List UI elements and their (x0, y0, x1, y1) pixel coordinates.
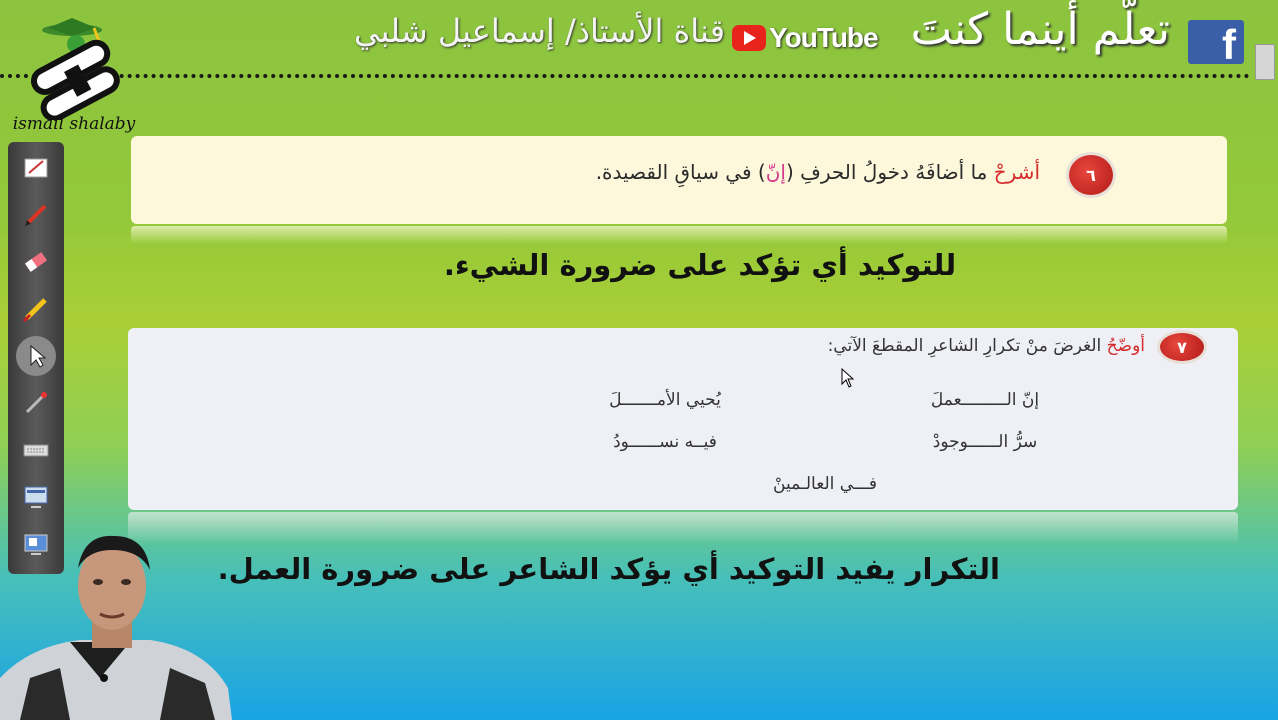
channel-name: قناة الأستاذ/ إسماعيل شلبي (353, 12, 725, 50)
question-7-number-badge: ٧ (1157, 330, 1207, 364)
facebook-icon: f (1188, 20, 1244, 64)
question-6-text-before: ما أضافَهُ دخولُ الحرفِ ( (785, 160, 994, 184)
laser-pen-icon (21, 388, 51, 418)
screen-capture-tool-button[interactable] (16, 477, 56, 517)
whiteboard-tool-button[interactable] (16, 148, 56, 188)
question-6-highlight: إنّ (765, 160, 786, 184)
question-6-number-badge: ٦ (1066, 152, 1116, 198)
poem-line-1-left: يُحيي الأمـــــــلَ (609, 390, 721, 410)
question-7-text (600, 336, 1145, 366)
question-6-text (420, 160, 1040, 194)
pen-tool-button[interactable] (16, 195, 56, 235)
pointer-icon (21, 341, 51, 371)
pen-icon (21, 200, 51, 230)
keyboard-icon (21, 435, 51, 465)
panel-toggle-button[interactable] (1255, 44, 1275, 80)
whiteboard-icon (21, 153, 51, 183)
logo-emblem-icon (10, 8, 138, 120)
mouse-cursor-icon (841, 368, 855, 388)
question-6-verb: أشرحْ (993, 160, 1040, 184)
tagline: تعلّم أينما كنتَ (910, 4, 1170, 55)
answer-6-text: للتوكيد أي تؤكد على ضرورة الشيء. (443, 248, 957, 282)
youtube-wordmark: YouTube (769, 22, 878, 53)
screen-capture-icon (21, 482, 51, 512)
keyboard-tool-button[interactable] (16, 430, 56, 470)
question-6-card-reflection (131, 226, 1227, 244)
question-7-verb: أوضّحُ (1106, 336, 1145, 356)
highlighter-icon (21, 294, 51, 324)
logo-caption: ismail shalaby (12, 114, 136, 134)
poem-line-2-right: سرُّ الــــــوجودْ (932, 432, 1038, 452)
poem-line-2-left: فيــه نســــــودُ (613, 432, 717, 452)
poem-line-1-right: إنّ الـــــــــعملَ (930, 390, 1040, 410)
header-divider (0, 74, 1250, 78)
question-7-card-reflection (128, 512, 1238, 544)
pointer-tool-button[interactable] (16, 336, 56, 376)
presenter-video (0, 528, 232, 720)
eraser-icon (21, 247, 51, 277)
eraser-tool-button[interactable] (16, 242, 56, 282)
annotation-toolbar (8, 142, 64, 574)
header-banner (0, 0, 1278, 80)
youtube-play-icon (732, 25, 766, 51)
question-6-text-after: ) في سياقِ القصيدة. (595, 160, 766, 184)
question-7-body: الغرضَ منْ تكرارِ الشاعرِ المقطعَ الآتي: (827, 336, 1107, 356)
youtube-logo (732, 18, 878, 58)
highlighter-tool-button[interactable] (16, 289, 56, 329)
answer-7-text: التكرار يفيد التوكيد أي يؤكد الشاعر على ضرورة العمل. (217, 552, 1000, 586)
poem-line-3: فـــي العالـمينْ (773, 474, 877, 494)
laser-pen-tool-button[interactable] (16, 383, 56, 423)
